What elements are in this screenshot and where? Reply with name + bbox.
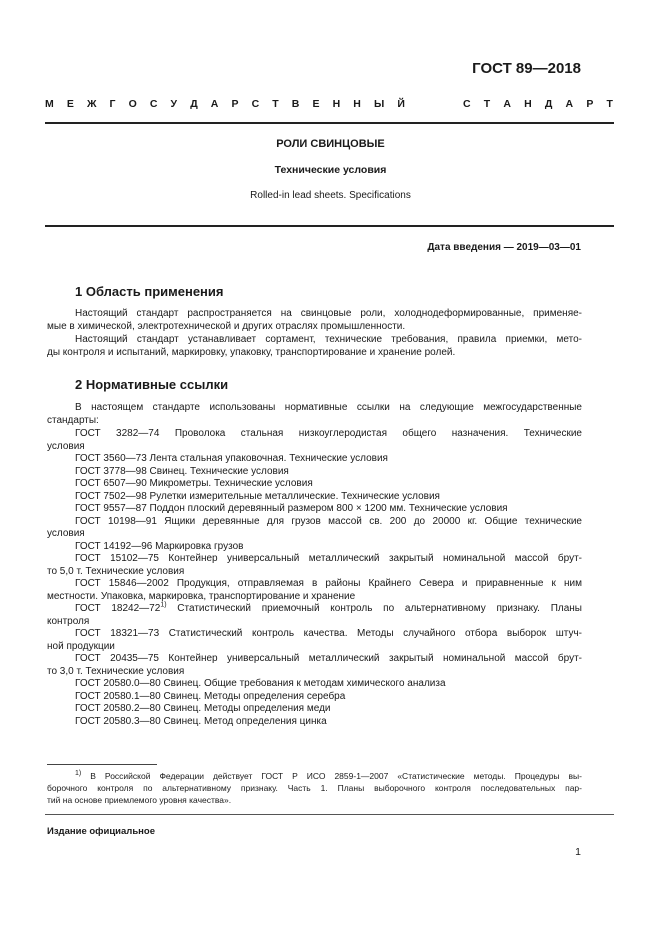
reference-line: ГОСТ 18321—73 Статистический контроль качества. Методы случайного отбора выборок штуч-	[75, 628, 582, 639]
heading-letter: А	[210, 98, 219, 110]
english-title: Rolled-in lead sheets. Specifications	[250, 190, 411, 201]
reference-line: ГОСТ 6507—90 Микрометры. Технические условия	[75, 478, 313, 489]
heading-letter: У	[170, 98, 178, 110]
heading-letter: Е	[312, 98, 320, 110]
reference-gost-18242	[47, 603, 582, 616]
heading-letter: Р	[586, 98, 594, 110]
section-1-para-1-line-1: Настоящий стандарт распространяется на свинцовые роли, холоднодеформированные, применяе-	[75, 308, 582, 319]
reference-line: ГОСТ 14192—96 Маркировка грузов	[75, 540, 244, 552]
reference-continuation: то 5,0 т. Технические условия	[47, 565, 185, 577]
heading-letter: Н	[524, 98, 532, 110]
heading-word-interstate	[45, 98, 405, 110]
heading-letter: Т	[272, 98, 279, 110]
reference-line: ГОСТ 20580.0—80 Свинец. Общие требования к методам химического анализа	[75, 678, 446, 689]
heading-letter: Д	[190, 98, 198, 110]
reference-continuation: то 3,0 т. Технические условия	[47, 665, 185, 677]
section-2-intro-line-2: стандарты:	[47, 415, 99, 426]
heading-letter: Й	[397, 98, 405, 110]
heading-letter: С	[463, 98, 471, 110]
footnote-marker[interactable]: 1)	[160, 601, 167, 609]
reference-line: ГОСТ 10198—91 Ящики деревянные для грузов массой св. 200 до 20000 кг. Общие технические	[75, 515, 582, 527]
heading-letter: Ж	[86, 98, 97, 110]
reference-line: ГОСТ 20435—75 Контейнер универсальный металлический закрытый номинальной массой брут-	[75, 653, 582, 664]
heading-letter: Г	[109, 98, 116, 110]
page-number: 1	[575, 846, 581, 858]
document-subtitle: Технические условия	[274, 164, 387, 176]
footnote-number: 1)	[75, 770, 82, 778]
title-bottom-rule	[45, 225, 614, 227]
reference-line: ГОСТ 15102—75 Контейнер универсальный металлический закрытый номинальной массой брут-	[75, 553, 582, 564]
official-edition-label: Издание официальное	[47, 826, 155, 837]
reference-line: ГОСТ 3560—73 Лента стальная упаковочная. Технические условия	[75, 453, 388, 464]
footnote-text: В Российской Федерации действует ГОСТ Р ИСО 2859-1—2007 «Статистические методы. Процедуры вы-	[81, 771, 582, 781]
reference-line: ГОСТ 7502—98 Рулетки измерительные металлические. Технические условия	[75, 490, 440, 502]
reference-continuation: условия	[47, 528, 85, 539]
footnote-line-2: борочного контроля по альтернативному признаку. Часть 1. Планы выборочного контроля последовательных пар-	[47, 783, 582, 793]
footnote-line-3: тий на основе приемлемого уровня качества».	[47, 795, 232, 805]
section-1-title: 1 Область применения	[75, 284, 224, 299]
reference-line: ГОСТ 3282—74 Проволока стальная низкоуглеродистая общего назначения. Технические	[75, 428, 582, 439]
reference-line: ГОСТ 3778—98 Свинец. Технические условия	[75, 465, 289, 477]
heading-letter: Н	[332, 98, 341, 110]
heading-letter: А	[503, 98, 511, 110]
heading-letter: С	[251, 98, 260, 110]
section-1-para-1-line-2: мые в химической, электротехнической и других отраслях промышленности.	[47, 321, 406, 332]
introduction-date: Дата введения — 2019—03—01	[427, 242, 581, 253]
heading-letter: Н	[353, 98, 361, 110]
document-title: РОЛИ СВИНЦОВЫЕ	[276, 138, 385, 150]
heading-letter: Т	[483, 98, 491, 110]
section-1-para-2-line-1: Настоящий стандарт устанавливает сортамент, технические требования, правила приемки, мето-	[75, 334, 582, 345]
section-2-title: 2 Нормативные ссылки	[75, 377, 229, 392]
reference-code: ГОСТ 18242—72	[75, 603, 161, 614]
reference-line: ГОСТ 15846—2002 Продукция, отправляемая в районы Крайнего Севера и приравненные к ним	[75, 578, 582, 589]
standard-type-heading	[45, 98, 613, 110]
footnote-separator	[47, 764, 157, 765]
heading-letter: В	[291, 98, 300, 110]
heading-letter: Д	[544, 98, 553, 110]
reference-gost-18242-continuation: контроля	[47, 615, 90, 627]
reference-continuation: ной продукции	[47, 640, 115, 652]
heading-letter: С	[149, 98, 158, 110]
footnote-line-1	[47, 771, 582, 782]
heading-letter: Р	[231, 98, 239, 110]
reference-line: ГОСТ 9557—87 Поддон плоский деревянный размером 800 × 1200 мм. Технические условия	[75, 503, 508, 514]
section-1-para-2-line-2: ды контроля и испытаний, маркировку, упаковку, транспортирование и хранение ролей.	[47, 347, 456, 358]
section-2-intro-line-1: В настоящем стандарте использованы нормативные ссылки на следующие межгосударственные	[75, 402, 582, 413]
reference-text: Статистический приемочный контроль по альтернативному признаку. Планы	[166, 603, 582, 614]
reference-line: ГОСТ 20580.1—80 Свинец. Методы определения серебра	[75, 690, 346, 702]
reference-line: ГОСТ 20580.3—80 Свинец. Метод определения цинка	[75, 715, 327, 727]
heading-letter: Т	[606, 98, 613, 110]
heading-letter: Е	[66, 98, 74, 110]
heading-letter: О	[128, 98, 137, 110]
top-rule	[45, 122, 614, 124]
reference-line: ГОСТ 20580.2—80 Свинец. Методы определения меди	[75, 703, 331, 714]
reference-continuation: условия	[47, 440, 85, 452]
footer-rule	[45, 814, 614, 815]
reference-continuation: местности. Упаковка, маркировка, транспортирование и хранение	[47, 590, 356, 602]
heading-letter: А	[565, 98, 574, 110]
document-id: ГОСТ 89—2018	[472, 60, 581, 77]
heading-word-standard	[463, 98, 613, 110]
heading-letter: Ы	[373, 98, 385, 110]
heading-letter: М	[45, 98, 54, 110]
